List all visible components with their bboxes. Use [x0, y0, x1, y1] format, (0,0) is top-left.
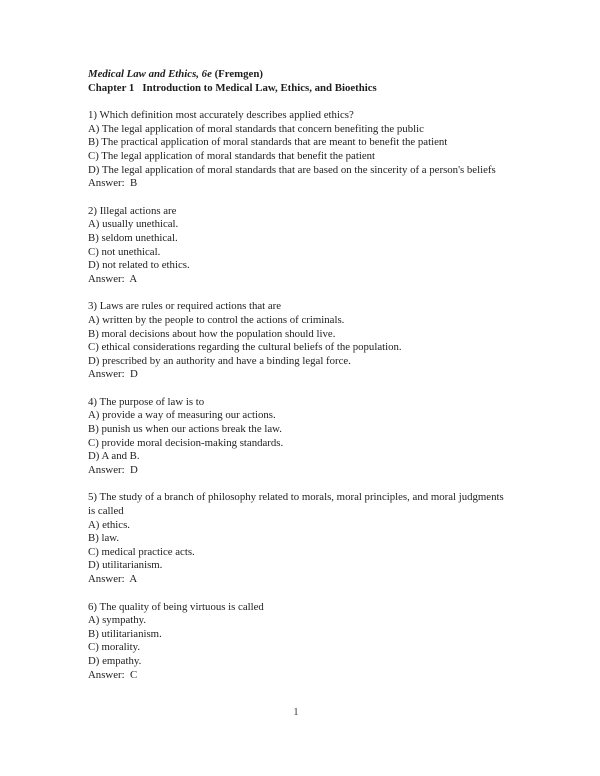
question-option: D) utilitarianism.	[88, 559, 163, 572]
question-prompt: 2) Illegal actions are	[88, 204, 177, 217]
question-block-4	[88, 396, 504, 478]
question-option: A) The legal application of moral standards that concern benefiting the public	[88, 122, 424, 135]
answer-line: Answer: A	[88, 573, 138, 585]
question-block-3	[88, 300, 504, 382]
document-title-author: (Fremgen)	[211, 68, 263, 80]
question-option: A) usually unethical.	[88, 218, 179, 231]
question-option: A) sympathy.	[88, 614, 147, 627]
question-option: D) A and B.	[88, 450, 140, 463]
question-option: C) The legal application of moral standards that benefit the patient	[88, 149, 376, 162]
question-option: C) provide moral decision-making standards.	[88, 436, 284, 449]
document-title	[88, 68, 504, 82]
question-prompt: 3) Laws are rules or required actions that are	[88, 300, 282, 313]
answer-line: Answer: D	[88, 463, 138, 476]
answer-line: Answer: B	[88, 177, 138, 190]
question-option: D) empathy.	[88, 654, 142, 667]
chapter-heading: Chapter 1 Introduction to Medical Law, Ethics, and Bioethics	[88, 81, 377, 94]
question-option: D) prescribed by an authority and have a binding legal force.	[88, 354, 351, 367]
question-option: A) provide a way of measuring our actions.	[88, 409, 276, 422]
answer-line: Answer: A	[88, 272, 138, 285]
question-option: C) morality.	[88, 641, 141, 654]
question-prompt: 5) The study of a branch of philosophy related to morals, moral principles, and moral judgments is called	[88, 491, 507, 518]
question-option: B) The practical application of moral standards that are meant to benefit the patient	[88, 136, 448, 149]
answer-line: Answer: C	[88, 668, 138, 681]
question-prompt: 1) Which definition most accurately describes applied ethics?	[88, 109, 354, 122]
question-option: B) punish us when our actions break the law.	[88, 423, 282, 436]
question-option: B) law.	[88, 532, 120, 545]
question-option: D) The legal application of moral standards that are based on the sincerity of a person's beliefs	[88, 163, 496, 176]
question-block-2	[88, 205, 504, 287]
question-option: C) medical practice acts.	[88, 545, 195, 558]
document-header	[88, 68, 504, 95]
question-option: A) written by the people to control the actions of criminals.	[88, 313, 345, 326]
question-option: A) ethics.	[88, 518, 130, 531]
question-option: B) moral decisions about how the population should live.	[88, 327, 336, 340]
question-block-1	[88, 109, 504, 191]
question-prompt: 6) The quality of being virtuous is called	[88, 600, 264, 613]
document-title-italic: Medical Law and Ethics, 6e	[88, 68, 212, 80]
question-block-6	[88, 601, 504, 683]
answer-line: Answer: D	[88, 368, 138, 381]
document-content	[88, 68, 507, 682]
question-option: D) not related to ethics.	[88, 259, 190, 272]
question-block-5	[88, 491, 507, 586]
question-option: B) utilitarianism.	[88, 627, 162, 640]
question-prompt: 4) The purpose of law is to	[88, 395, 205, 408]
question-option: C) ethical considerations regarding the cultural beliefs of the population.	[88, 341, 402, 354]
page-number: 1	[293, 706, 299, 718]
question-option: C) not unethical.	[88, 245, 161, 258]
question-option: B) seldom unethical.	[88, 231, 178, 244]
